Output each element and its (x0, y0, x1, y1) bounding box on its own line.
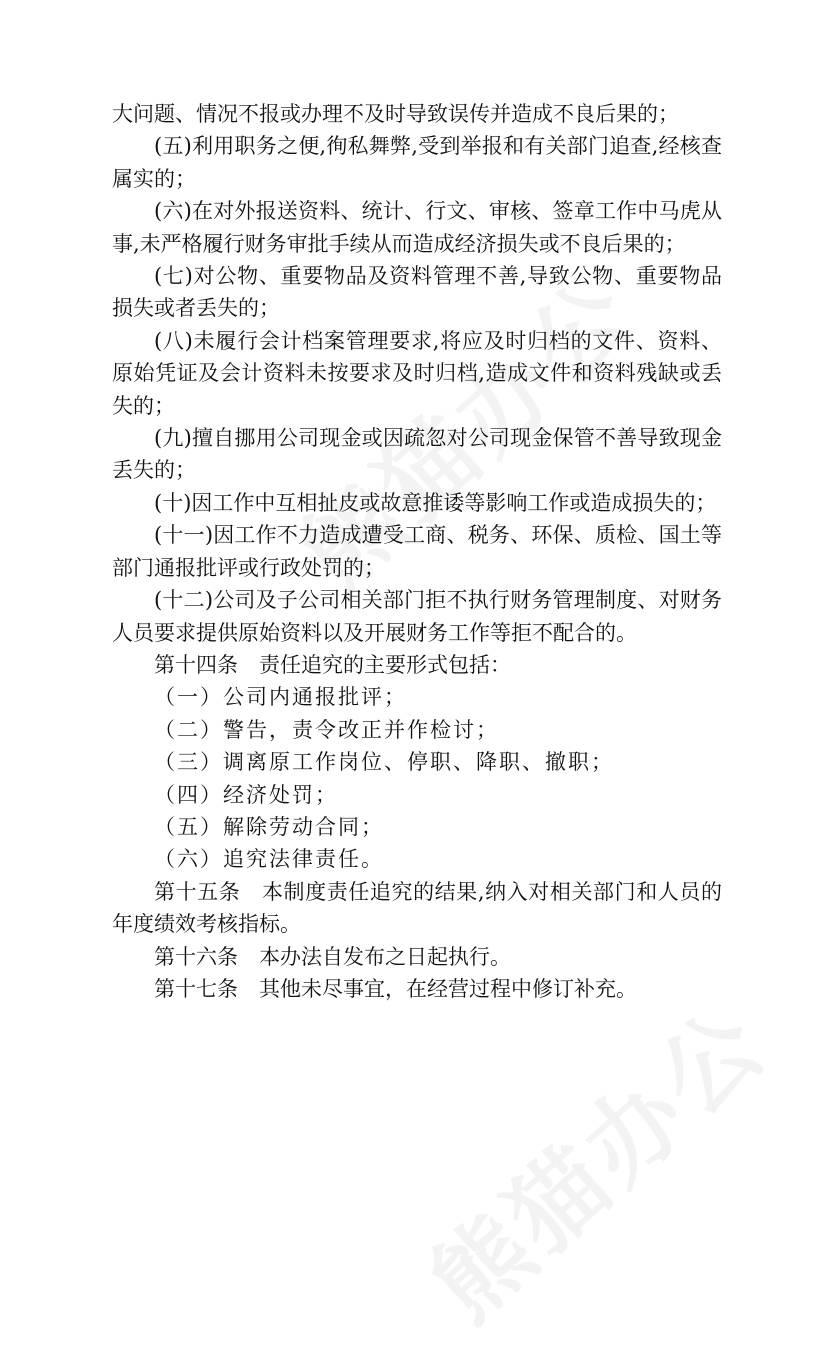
list-item: （五）解除劳动合同； (154, 814, 384, 839)
list-item: （一）公司内通报批评； (154, 685, 407, 710)
paragraph: (十)因工作中互相扯皮或故意推诿等影响工作或造成损失的； (154, 490, 717, 515)
paragraph: (七)对公物、重要物品及资料管理不善,导致公物、重要物品损失或者丢失的； (112, 264, 722, 321)
paragraph: 大问题、情况不报或办理不及时导致误传并造成不良后果的； (112, 102, 679, 126)
paragraph: (九)擅自挪用公司现金或因疏忽对公司现金保管不善导致现金丢失的； (112, 426, 722, 483)
paragraph: 第十五条 本制度责任追究的结果,纳入对相关部门和人员的年度绩效考核指标。 (112, 879, 722, 937)
paragraph: 第十六条 本办法自发布之日起执行。 (154, 944, 511, 969)
watermark (397, 971, 792, 1346)
document-body (112, 98, 722, 1005)
list-item: （六）追究法律责任。 (154, 847, 384, 872)
paragraph: 第十四条 责任追究的主要形式包括： (154, 652, 511, 677)
paragraph: (十二)公司及子公司相关部门拒不执行财务管理制度、对财务人员要求提供原始资料以及开展财务工作等拒不配合的。 (112, 588, 722, 645)
list-item: （三）调离原工作岗位、停职、降职、撤职； (154, 750, 614, 775)
paragraph: (八)未履行会计档案管理要求,将应及时归档的文件、资料、原始凭证及会计资料未按要求及时归档,造成文件和资料残缺或丢失的； (112, 328, 722, 418)
paragraph: 第十七条 其他未尽事宜，在经营过程中修订补充。 (154, 976, 637, 1001)
paragraph: (五)利用职务之便,徇私舞弊,受到举报和有关部门追查,经核查属实的； (112, 134, 722, 191)
list-item: （四）经济处罚； (154, 782, 338, 807)
list-item: （二）警告，责令改正并作检讨； (154, 717, 499, 742)
paragraph: (六)在对外报送资料、统计、行文、审核、签章工作中马虎从事,未严格履行财务审批手续从而造成经济损失或不良后果的； (112, 199, 722, 256)
paragraph: (十一)因工作不力造成遭受工商、税务、环保、质检、国土等部门通报批评或行政处罚的； (112, 523, 722, 580)
